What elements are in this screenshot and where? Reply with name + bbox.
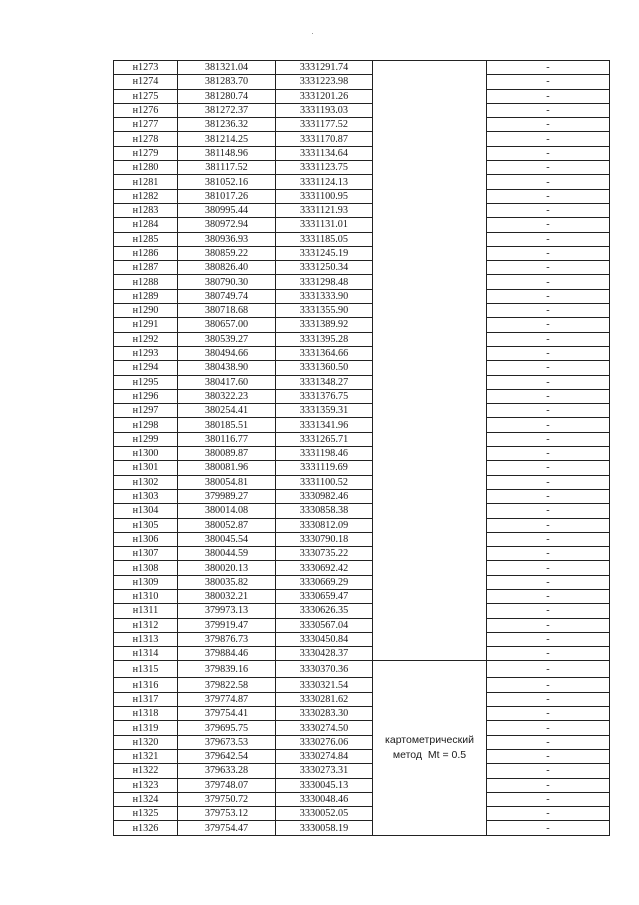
error-cell: -	[487, 275, 610, 289]
point-id-cell: н1309	[114, 575, 178, 589]
table-row	[114, 692, 610, 706]
table-row	[114, 721, 610, 735]
error-cell: -	[487, 489, 610, 503]
x-coordinate-cell: 380657.00	[178, 318, 276, 332]
table-row	[114, 246, 610, 260]
table-row	[114, 318, 610, 332]
table-row	[114, 89, 610, 103]
y-coordinate-cell: 3331359.31	[276, 404, 373, 418]
y-coordinate-cell: 3330048.46	[276, 792, 373, 806]
error-cell: -	[487, 146, 610, 160]
table-row	[114, 547, 610, 561]
table-row	[114, 132, 610, 146]
error-cell: -	[487, 561, 610, 575]
table-row	[114, 589, 610, 603]
error-cell: -	[487, 304, 610, 318]
y-coordinate-cell: 3330281.62	[276, 692, 373, 706]
point-id-cell: н1302	[114, 475, 178, 489]
x-coordinate-cell: 379989.27	[178, 489, 276, 503]
x-coordinate-cell: 380044.59	[178, 547, 276, 561]
x-coordinate-cell: 381272.37	[178, 103, 276, 117]
point-id-cell: н1310	[114, 589, 178, 603]
y-coordinate-cell: 3331193.03	[276, 103, 373, 117]
x-coordinate-cell: 380032.21	[178, 589, 276, 603]
x-coordinate-cell: 379774.87	[178, 692, 276, 706]
error-cell: -	[487, 821, 610, 835]
table-row	[114, 304, 610, 318]
table-row	[114, 647, 610, 661]
error-cell: -	[487, 418, 610, 432]
error-cell: -	[487, 807, 610, 821]
error-cell: -	[487, 89, 610, 103]
table-row	[114, 604, 610, 618]
y-coordinate-cell: 3330692.42	[276, 561, 373, 575]
x-coordinate-cell: 380322.23	[178, 389, 276, 403]
error-cell: -	[487, 161, 610, 175]
y-coordinate-cell: 3331123.75	[276, 161, 373, 175]
y-coordinate-cell: 3330982.46	[276, 489, 373, 503]
y-coordinate-cell: 3331250.34	[276, 261, 373, 275]
y-coordinate-cell: 3331265.71	[276, 432, 373, 446]
error-cell: -	[487, 792, 610, 806]
point-id-cell: н1288	[114, 275, 178, 289]
point-id-cell: н1293	[114, 346, 178, 360]
error-cell: -	[487, 707, 610, 721]
y-coordinate-cell: 3330735.22	[276, 547, 373, 561]
y-coordinate-cell: 3331223.98	[276, 75, 373, 89]
coordinates-table-body	[114, 61, 610, 836]
point-id-cell: н1273	[114, 61, 178, 75]
error-cell: -	[487, 461, 610, 475]
y-coordinate-cell: 3331170.87	[276, 132, 373, 146]
table-row	[114, 289, 610, 303]
y-coordinate-cell: 3331121.93	[276, 203, 373, 217]
table-row	[114, 432, 610, 446]
x-coordinate-cell: 380995.44	[178, 203, 276, 217]
error-cell: -	[487, 647, 610, 661]
point-id-cell: н1316	[114, 678, 178, 692]
error-cell: -	[487, 103, 610, 117]
error-cell: -	[487, 75, 610, 89]
y-coordinate-cell: 3330058.19	[276, 821, 373, 835]
x-coordinate-cell: 381236.32	[178, 118, 276, 132]
table-row	[114, 75, 610, 89]
y-coordinate-cell: 3330283.30	[276, 707, 373, 721]
point-id-cell: н1291	[114, 318, 178, 332]
x-coordinate-cell: 379642.54	[178, 749, 276, 763]
table-row	[114, 461, 610, 475]
error-cell: -	[487, 532, 610, 546]
table-row	[114, 475, 610, 489]
point-id-cell: н1311	[114, 604, 178, 618]
y-coordinate-cell: 3330274.50	[276, 721, 373, 735]
error-cell: -	[487, 246, 610, 260]
error-cell: -	[487, 575, 610, 589]
point-id-cell: н1300	[114, 447, 178, 461]
point-id-cell: н1306	[114, 532, 178, 546]
y-coordinate-cell: 3331341.96	[276, 418, 373, 432]
method-accuracy: метод Mt = 0.5	[392, 749, 467, 762]
table-row	[114, 707, 610, 721]
point-id-cell: н1315	[114, 661, 178, 678]
error-cell: -	[487, 346, 610, 360]
point-id-cell: н1324	[114, 792, 178, 806]
x-coordinate-cell: 380254.41	[178, 404, 276, 418]
x-coordinate-cell: 381052.16	[178, 175, 276, 189]
y-coordinate-cell: 3331291.74	[276, 61, 373, 75]
error-cell: -	[487, 189, 610, 203]
x-coordinate-cell: 380054.81	[178, 475, 276, 489]
x-coordinate-cell: 380045.54	[178, 532, 276, 546]
table-row	[114, 778, 610, 792]
error-cell: -	[487, 318, 610, 332]
point-id-cell: н1295	[114, 375, 178, 389]
x-coordinate-cell: 380116.77	[178, 432, 276, 446]
error-cell: -	[487, 175, 610, 189]
x-coordinate-cell: 380081.96	[178, 461, 276, 475]
y-coordinate-cell: 3331119.69	[276, 461, 373, 475]
coordinates-table	[113, 60, 610, 836]
table-row	[114, 61, 610, 75]
x-coordinate-cell: 379633.28	[178, 764, 276, 778]
point-id-cell: н1299	[114, 432, 178, 446]
point-id-cell: н1284	[114, 218, 178, 232]
table-row	[114, 332, 610, 346]
point-id-cell: н1313	[114, 632, 178, 646]
point-id-cell: н1318	[114, 707, 178, 721]
table-row	[114, 404, 610, 418]
y-coordinate-cell: 3330321.54	[276, 678, 373, 692]
table-row	[114, 175, 610, 189]
point-id-cell: н1312	[114, 618, 178, 632]
error-cell: -	[487, 361, 610, 375]
table-row	[114, 749, 610, 763]
table-row	[114, 346, 610, 360]
error-cell: -	[487, 475, 610, 489]
table-row	[114, 418, 610, 432]
x-coordinate-cell: 381283.70	[178, 75, 276, 89]
error-cell: -	[487, 289, 610, 303]
y-coordinate-cell: 3331298.48	[276, 275, 373, 289]
point-id-cell: н1289	[114, 289, 178, 303]
x-coordinate-cell: 380826.40	[178, 261, 276, 275]
x-coordinate-cell: 380014.08	[178, 504, 276, 518]
x-coordinate-cell: 380020.13	[178, 561, 276, 575]
point-id-cell: н1304	[114, 504, 178, 518]
point-id-cell: н1326	[114, 821, 178, 835]
error-cell: -	[487, 632, 610, 646]
y-coordinate-cell: 3330052.05	[276, 807, 373, 821]
point-id-cell: н1277	[114, 118, 178, 132]
error-cell: -	[487, 61, 610, 75]
point-id-cell: н1322	[114, 764, 178, 778]
y-coordinate-cell: 3331100.52	[276, 475, 373, 489]
x-coordinate-cell: 380790.30	[178, 275, 276, 289]
x-coordinate-cell: 379839.16	[178, 661, 276, 678]
x-coordinate-cell: 380749.74	[178, 289, 276, 303]
x-coordinate-cell: 381280.74	[178, 89, 276, 103]
y-coordinate-cell: 3330858.38	[276, 504, 373, 518]
y-coordinate-cell: 3331134.64	[276, 146, 373, 160]
point-id-cell: н1325	[114, 807, 178, 821]
table-row	[114, 661, 610, 678]
y-coordinate-cell: 3331201.26	[276, 89, 373, 103]
error-cell: -	[487, 749, 610, 763]
x-coordinate-cell: 380035.82	[178, 575, 276, 589]
table-row	[114, 232, 610, 246]
error-cell: -	[487, 332, 610, 346]
point-id-cell: н1308	[114, 561, 178, 575]
y-coordinate-cell: 3331395.28	[276, 332, 373, 346]
table-row	[114, 261, 610, 275]
error-cell: -	[487, 518, 610, 532]
x-coordinate-cell: 379919.47	[178, 618, 276, 632]
x-coordinate-cell: 380494.66	[178, 346, 276, 360]
point-id-cell: н1278	[114, 132, 178, 146]
table-row	[114, 118, 610, 132]
table-row	[114, 807, 610, 821]
y-coordinate-cell: 3331360.50	[276, 361, 373, 375]
point-id-cell: н1319	[114, 721, 178, 735]
point-id-cell: н1314	[114, 647, 178, 661]
point-id-cell: н1317	[114, 692, 178, 706]
error-cell: -	[487, 661, 610, 678]
error-cell: -	[487, 778, 610, 792]
x-coordinate-cell: 381321.04	[178, 61, 276, 75]
error-cell: -	[487, 547, 610, 561]
table-row	[114, 678, 610, 692]
error-cell: -	[487, 232, 610, 246]
error-cell: -	[487, 618, 610, 632]
point-id-cell: н1305	[114, 518, 178, 532]
point-id-cell: н1280	[114, 161, 178, 175]
point-id-cell: н1323	[114, 778, 178, 792]
x-coordinate-cell: 380417.60	[178, 375, 276, 389]
point-id-cell: н1283	[114, 203, 178, 217]
table-row	[114, 275, 610, 289]
y-coordinate-cell: 3331245.19	[276, 246, 373, 260]
y-coordinate-cell: 3330450.84	[276, 632, 373, 646]
table-row	[114, 389, 610, 403]
x-coordinate-cell: 379750.72	[178, 792, 276, 806]
y-coordinate-cell: 3331198.46	[276, 447, 373, 461]
x-coordinate-cell: 380859.22	[178, 246, 276, 260]
x-coordinate-cell: 380438.90	[178, 361, 276, 375]
x-coordinate-cell: 380539.27	[178, 332, 276, 346]
y-coordinate-cell: 3330273.31	[276, 764, 373, 778]
x-coordinate-cell: 380718.68	[178, 304, 276, 318]
point-id-cell: н1286	[114, 246, 178, 260]
table-row	[114, 218, 610, 232]
x-coordinate-cell: 380972.94	[178, 218, 276, 232]
point-id-cell: н1275	[114, 89, 178, 103]
y-coordinate-cell: 3331355.90	[276, 304, 373, 318]
y-coordinate-cell: 3330276.06	[276, 735, 373, 749]
x-coordinate-cell: 381017.26	[178, 189, 276, 203]
point-id-cell: н1281	[114, 175, 178, 189]
point-id-cell: н1290	[114, 304, 178, 318]
table-row	[114, 189, 610, 203]
y-coordinate-cell: 3331185.05	[276, 232, 373, 246]
y-coordinate-cell: 3330659.47	[276, 589, 373, 603]
error-cell: -	[487, 261, 610, 275]
y-coordinate-cell: 3330274.84	[276, 749, 373, 763]
point-id-cell: н1298	[114, 418, 178, 432]
table-row	[114, 518, 610, 532]
x-coordinate-cell: 379695.75	[178, 721, 276, 735]
y-coordinate-cell: 3331389.92	[276, 318, 373, 332]
y-coordinate-cell: 3330626.35	[276, 604, 373, 618]
method-name: картометрический	[385, 734, 474, 747]
point-id-cell: н1294	[114, 361, 178, 375]
scan-speck	[312, 33, 313, 34]
x-coordinate-cell: 381214.25	[178, 132, 276, 146]
x-coordinate-cell: 379876.73	[178, 632, 276, 646]
point-id-cell: н1320	[114, 735, 178, 749]
error-cell: -	[487, 447, 610, 461]
method-cell	[373, 661, 487, 835]
x-coordinate-cell: 381148.96	[178, 146, 276, 160]
y-coordinate-cell: 3330370.36	[276, 661, 373, 678]
table-row	[114, 575, 610, 589]
x-coordinate-cell: 379884.46	[178, 647, 276, 661]
x-coordinate-cell: 379822.58	[178, 678, 276, 692]
method-cell-empty	[373, 61, 487, 661]
table-row	[114, 561, 610, 575]
table-row	[114, 103, 610, 117]
point-id-cell: н1274	[114, 75, 178, 89]
x-coordinate-cell: 379748.07	[178, 778, 276, 792]
error-cell: -	[487, 692, 610, 706]
table-row	[114, 618, 610, 632]
error-cell: -	[487, 678, 610, 692]
y-coordinate-cell: 3330669.29	[276, 575, 373, 589]
point-id-cell: н1297	[114, 404, 178, 418]
y-coordinate-cell: 3330045.13	[276, 778, 373, 792]
x-coordinate-cell: 380936.93	[178, 232, 276, 246]
table-row	[114, 792, 610, 806]
error-cell: -	[487, 203, 610, 217]
y-coordinate-cell: 3331348.27	[276, 375, 373, 389]
point-id-cell: н1276	[114, 103, 178, 117]
y-coordinate-cell: 3331131.01	[276, 218, 373, 232]
y-coordinate-cell: 3330812.09	[276, 518, 373, 532]
error-cell: -	[487, 764, 610, 778]
error-cell: -	[487, 504, 610, 518]
point-id-cell: н1282	[114, 189, 178, 203]
y-coordinate-cell: 3330428.37	[276, 647, 373, 661]
point-id-cell: н1321	[114, 749, 178, 763]
point-id-cell: н1303	[114, 489, 178, 503]
x-coordinate-cell: 379753.12	[178, 807, 276, 821]
table-row	[114, 632, 610, 646]
error-cell: -	[487, 375, 610, 389]
table-row	[114, 821, 610, 835]
y-coordinate-cell: 3330567.04	[276, 618, 373, 632]
table-row	[114, 489, 610, 503]
x-coordinate-cell: 380185.51	[178, 418, 276, 432]
point-id-cell: н1307	[114, 547, 178, 561]
error-cell: -	[487, 604, 610, 618]
error-cell: -	[487, 132, 610, 146]
table-row	[114, 504, 610, 518]
x-coordinate-cell: 379754.41	[178, 707, 276, 721]
error-cell: -	[487, 404, 610, 418]
table-row	[114, 203, 610, 217]
y-coordinate-cell: 3331124.13	[276, 175, 373, 189]
point-id-cell: н1296	[114, 389, 178, 403]
point-id-cell: н1285	[114, 232, 178, 246]
y-coordinate-cell: 3331100.95	[276, 189, 373, 203]
error-cell: -	[487, 735, 610, 749]
y-coordinate-cell: 3331177.52	[276, 118, 373, 132]
table-row	[114, 735, 610, 749]
table-row	[114, 764, 610, 778]
error-cell: -	[487, 118, 610, 132]
point-id-cell: н1301	[114, 461, 178, 475]
x-coordinate-cell: 379754.47	[178, 821, 276, 835]
x-coordinate-cell: 381117.52	[178, 161, 276, 175]
point-id-cell: н1279	[114, 146, 178, 160]
table-row	[114, 146, 610, 160]
table-row	[114, 161, 610, 175]
y-coordinate-cell: 3330790.18	[276, 532, 373, 546]
x-coordinate-cell: 380089.87	[178, 447, 276, 461]
x-coordinate-cell: 379673.53	[178, 735, 276, 749]
error-cell: -	[487, 589, 610, 603]
y-coordinate-cell: 3331364.66	[276, 346, 373, 360]
error-cell: -	[487, 432, 610, 446]
table-row	[114, 361, 610, 375]
table-row	[114, 375, 610, 389]
y-coordinate-cell: 3331376.75	[276, 389, 373, 403]
x-coordinate-cell: 380052.87	[178, 518, 276, 532]
table-row	[114, 532, 610, 546]
point-id-cell: н1292	[114, 332, 178, 346]
table-row	[114, 447, 610, 461]
x-coordinate-cell: 379973.13	[178, 604, 276, 618]
error-cell: -	[487, 389, 610, 403]
y-coordinate-cell: 3331333.90	[276, 289, 373, 303]
point-id-cell: н1287	[114, 261, 178, 275]
error-cell: -	[487, 218, 610, 232]
error-cell: -	[487, 721, 610, 735]
